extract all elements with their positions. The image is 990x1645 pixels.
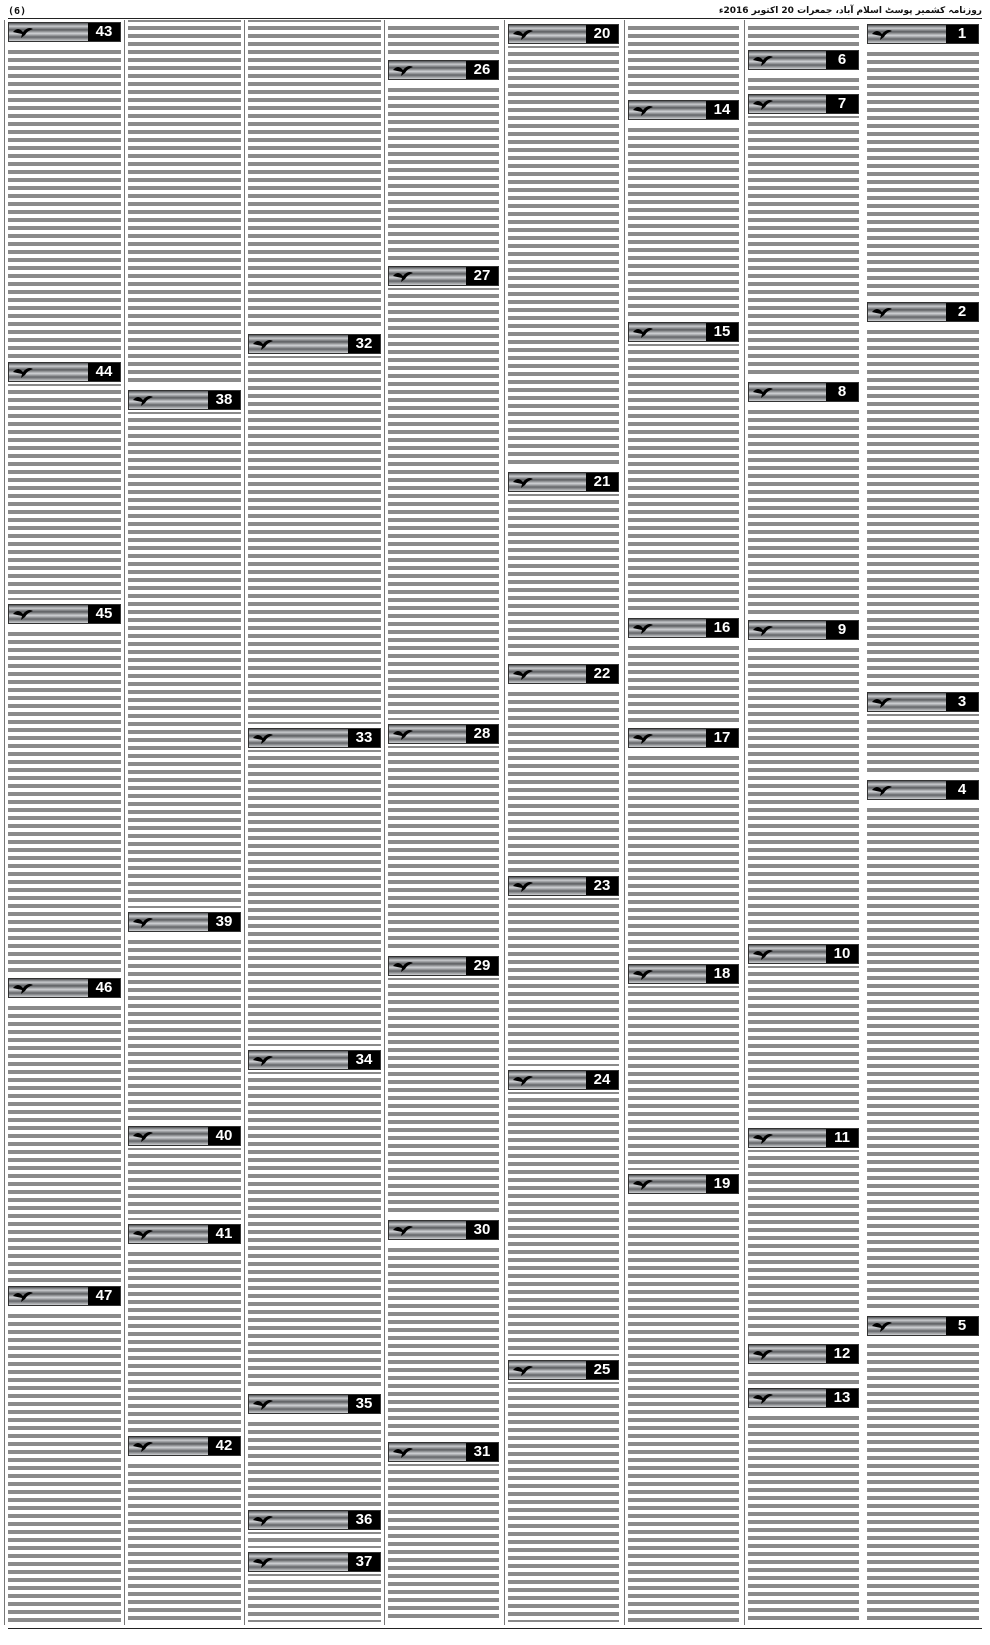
news-item (388, 724, 499, 952)
news-column (124, 20, 244, 1625)
item-body-text (248, 1072, 381, 1390)
item-header-band (128, 390, 241, 410)
news-item (248, 334, 381, 724)
news-item (508, 1070, 619, 1356)
flying-bird-icon (392, 63, 414, 77)
news-item (388, 956, 499, 1216)
item-number: 33 (348, 729, 380, 747)
flying-bird-icon (252, 1555, 274, 1569)
flying-bird-icon (632, 731, 654, 745)
item-body-text (748, 72, 859, 90)
item-number: 7 (826, 95, 858, 113)
item-body-text (508, 494, 619, 660)
item-body-text (508, 1382, 619, 1622)
item-body-text (748, 1366, 859, 1384)
item-body-text (388, 978, 499, 1216)
flying-bird-icon (132, 915, 154, 929)
item-number: 6 (826, 51, 858, 69)
item-body-text (388, 1242, 499, 1438)
flying-bird-icon (871, 305, 893, 319)
item-body-text (748, 116, 859, 378)
item-number: 41 (208, 1225, 240, 1243)
flying-bird-icon (252, 731, 274, 745)
item-header-band (388, 1220, 499, 1240)
item-body-text (867, 1338, 979, 1622)
flying-bird-icon (752, 97, 774, 111)
news-item (248, 1394, 381, 1506)
news-item (388, 266, 499, 720)
flying-bird-icon (12, 25, 34, 39)
item-number: 11 (826, 1129, 858, 1147)
page-footer-rule (8, 1628, 982, 1641)
item-number: 22 (586, 665, 618, 683)
item-body-text (628, 122, 739, 318)
item-number: 18 (706, 965, 738, 983)
item-header-band (748, 1388, 859, 1408)
news-column (624, 20, 742, 1625)
flying-bird-icon (632, 967, 654, 981)
item-body-text (628, 344, 739, 614)
item-header-band (248, 1050, 381, 1070)
item-header-band (388, 60, 499, 80)
news-item (748, 1344, 859, 1384)
item-body-text (748, 20, 859, 46)
item-body-text (388, 1464, 499, 1622)
item-body-text (388, 746, 499, 952)
item-header-band (748, 50, 859, 70)
news-item (867, 24, 979, 296)
flying-bird-icon (632, 103, 654, 117)
news-item (628, 618, 739, 724)
item-body-text (508, 898, 619, 1066)
item-header-band (628, 1174, 739, 1194)
item-body-text (8, 1000, 121, 1282)
item-number: 28 (466, 725, 498, 743)
flying-bird-icon (871, 783, 893, 797)
item-header-band (628, 322, 739, 342)
item-number: 31 (466, 1443, 498, 1461)
item-number: 27 (466, 267, 498, 285)
item-body-text (248, 356, 381, 724)
item-body-text (867, 802, 979, 1310)
flying-bird-icon (392, 959, 414, 973)
flying-bird-icon (512, 879, 534, 893)
item-body-text (128, 1246, 241, 1432)
item-header-band (628, 728, 739, 748)
item-header-band (508, 1070, 619, 1090)
item-body-text (388, 288, 499, 720)
item-header-band (128, 1224, 241, 1244)
item-body-text (8, 44, 121, 358)
flying-bird-icon (512, 27, 534, 41)
news-item (128, 20, 241, 386)
item-number: 3 (946, 693, 978, 711)
item-body-text (128, 1148, 241, 1220)
news-item (248, 728, 381, 1046)
flying-bird-icon (252, 1397, 274, 1411)
item-body-text (248, 1532, 381, 1548)
item-number: 35 (348, 1395, 380, 1413)
news-item (748, 1128, 859, 1340)
item-header-band (248, 334, 381, 354)
item-number: 30 (466, 1221, 498, 1239)
item-header-band (388, 724, 499, 744)
item-number: 9 (826, 621, 858, 639)
item-number: 42 (208, 1437, 240, 1455)
news-item (867, 1316, 979, 1622)
flying-bird-icon (632, 621, 654, 635)
item-number: 26 (466, 61, 498, 79)
item-number: 23 (586, 877, 618, 895)
news-item (748, 94, 859, 378)
item-number: 12 (826, 1345, 858, 1363)
flying-bird-icon (752, 623, 774, 637)
news-item (508, 472, 619, 660)
news-column (244, 20, 384, 1625)
item-header-band (248, 1394, 381, 1414)
flying-bird-icon (512, 1363, 534, 1377)
news-item (628, 964, 739, 1170)
item-number: 40 (208, 1127, 240, 1145)
item-number: 10 (826, 945, 858, 963)
flying-bird-icon (12, 365, 34, 379)
item-header-band (748, 1344, 859, 1364)
flying-bird-icon (392, 1223, 414, 1237)
item-header-band (628, 618, 739, 638)
item-body-text (8, 384, 121, 600)
news-item (8, 362, 121, 600)
news-item (388, 1220, 499, 1438)
item-number: 38 (208, 391, 240, 409)
flying-bird-icon (752, 1347, 774, 1361)
news-item (628, 322, 739, 614)
item-header-band (867, 24, 979, 44)
news-item (508, 664, 619, 872)
flying-bird-icon (871, 695, 893, 709)
item-header-band (128, 912, 241, 932)
item-body-text (248, 750, 381, 1046)
news-item (248, 1552, 381, 1622)
news-item (867, 780, 979, 1310)
item-header-band (8, 1286, 121, 1306)
item-header-band (748, 382, 859, 402)
item-body-text (628, 640, 739, 724)
item-number: 47 (88, 1287, 120, 1305)
flying-bird-icon (132, 1227, 154, 1241)
item-header-band (8, 22, 121, 42)
flying-bird-icon (632, 325, 654, 339)
masthead-title: روزنامہ کشمیر پوسٹ اسلام آباد، جمعرات 20 اکتوبر 2016ء (718, 6, 982, 16)
news-column (744, 20, 862, 1625)
flying-bird-icon (632, 1177, 654, 1191)
news-item (748, 382, 859, 616)
news-item (128, 1224, 241, 1432)
item-number: 46 (88, 979, 120, 997)
item-number: 45 (88, 605, 120, 623)
news-item (388, 60, 499, 262)
item-body-text (628, 20, 739, 96)
news-item (508, 24, 619, 468)
news-item (8, 1286, 121, 1622)
item-header-band (508, 876, 619, 896)
news-item (748, 620, 859, 940)
item-number: 25 (586, 1361, 618, 1379)
item-header-band (508, 24, 619, 44)
news-item (867, 302, 979, 686)
flying-bird-icon (252, 337, 274, 351)
item-body-text (748, 1410, 859, 1622)
item-number: 20 (586, 25, 618, 43)
item-number: 34 (348, 1051, 380, 1069)
item-number: 17 (706, 729, 738, 747)
flying-bird-icon (12, 607, 34, 621)
item-body-text (8, 626, 121, 974)
news-item (128, 1126, 241, 1220)
item-body-text (508, 686, 619, 872)
item-body-text (388, 82, 499, 262)
item-header-band (248, 1510, 381, 1530)
item-number: 39 (208, 913, 240, 931)
news-item (128, 1436, 241, 1622)
news-item (128, 912, 241, 1122)
news-item (508, 1360, 619, 1622)
item-header-band (248, 728, 381, 748)
item-body-text (128, 934, 241, 1122)
news-item (748, 50, 859, 90)
news-item (628, 1174, 739, 1622)
masthead (8, 4, 982, 19)
item-body-text (128, 412, 241, 908)
news-item (628, 20, 739, 96)
item-number: 19 (706, 1175, 738, 1193)
news-column (4, 20, 124, 1625)
flying-bird-icon (252, 1513, 274, 1527)
item-body-text (128, 1458, 241, 1622)
flying-bird-icon (512, 667, 534, 681)
news-item (248, 1510, 381, 1548)
flying-bird-icon (392, 269, 414, 283)
item-header-band (748, 944, 859, 964)
news-column (504, 20, 622, 1625)
flying-bird-icon (252, 1053, 274, 1067)
item-number: 37 (348, 1553, 380, 1571)
item-number: 14 (706, 101, 738, 119)
news-item (748, 20, 859, 46)
item-number: 5 (946, 1317, 978, 1335)
news-item (8, 22, 121, 358)
news-item (508, 876, 619, 1066)
item-body-text (388, 20, 499, 56)
item-body-text (748, 966, 859, 1124)
flying-bird-icon (752, 385, 774, 399)
news-item (248, 20, 381, 330)
news-item (248, 1050, 381, 1390)
item-header-band (748, 1128, 859, 1148)
item-body-text (8, 1308, 121, 1622)
item-header-band (748, 94, 859, 114)
item-header-band (508, 664, 619, 684)
item-number: 4 (946, 781, 978, 799)
flying-bird-icon (392, 727, 414, 741)
news-item (628, 100, 739, 318)
news-column (864, 20, 982, 1625)
item-header-band (508, 1360, 619, 1380)
item-header-band (8, 604, 121, 624)
item-header-band (748, 620, 859, 640)
flying-bird-icon (392, 1445, 414, 1459)
flying-bird-icon (132, 1439, 154, 1453)
item-header-band (128, 1436, 241, 1456)
item-number: 8 (826, 383, 858, 401)
item-number: 24 (586, 1071, 618, 1089)
item-body-text (628, 986, 739, 1170)
item-header-band (8, 362, 121, 382)
item-number: 15 (706, 323, 738, 341)
item-header-band (388, 1442, 499, 1462)
item-number: 2 (946, 303, 978, 321)
flying-bird-icon (752, 1131, 774, 1145)
item-body-text (867, 324, 979, 686)
item-number: 29 (466, 957, 498, 975)
flying-bird-icon (752, 1391, 774, 1405)
item-body-text (248, 1416, 381, 1506)
flying-bird-icon (871, 1319, 893, 1333)
item-number: 32 (348, 335, 380, 353)
item-header-band (867, 780, 979, 800)
flying-bird-icon (512, 475, 534, 489)
item-body-text (748, 1150, 859, 1340)
news-column (384, 20, 502, 1625)
flying-bird-icon (132, 393, 154, 407)
flying-bird-icon (12, 1289, 34, 1303)
item-header-band (867, 1316, 979, 1336)
news-item (748, 944, 859, 1124)
item-body-text (248, 1574, 381, 1622)
item-body-text (508, 1092, 619, 1356)
flying-bird-icon (512, 1073, 534, 1087)
item-header-band (8, 978, 121, 998)
news-item (748, 1388, 859, 1622)
item-body-text (128, 20, 241, 386)
flying-bird-icon (752, 947, 774, 961)
item-body-text (248, 20, 381, 330)
item-header-band (388, 266, 499, 286)
flying-bird-icon (12, 981, 34, 995)
flying-bird-icon (132, 1129, 154, 1143)
item-body-text (628, 750, 739, 960)
item-body-text (867, 46, 979, 296)
item-number: 13 (826, 1389, 858, 1407)
item-number: 1 (946, 25, 978, 43)
item-header-band (867, 302, 979, 322)
item-header-band (508, 472, 619, 492)
item-number: 43 (88, 23, 120, 41)
item-header-band (388, 956, 499, 976)
item-header-band (867, 692, 979, 712)
item-body-text (748, 404, 859, 616)
item-number: 36 (348, 1511, 380, 1529)
item-header-band (128, 1126, 241, 1146)
item-header-band (248, 1552, 381, 1572)
news-item (128, 390, 241, 908)
news-item (628, 728, 739, 960)
item-number: 21 (586, 473, 618, 491)
flying-bird-icon (752, 53, 774, 67)
item-body-text (748, 642, 859, 940)
item-number: 16 (706, 619, 738, 637)
item-header-band (628, 100, 739, 120)
item-number: 44 (88, 363, 120, 381)
flying-bird-icon (871, 27, 893, 41)
news-item (388, 20, 499, 56)
item-body-text (508, 46, 619, 468)
news-item (8, 978, 121, 1282)
news-item (867, 692, 979, 776)
item-header-band (628, 964, 739, 984)
item-body-text (628, 1196, 739, 1622)
page-number: (6) (8, 5, 27, 17)
news-item (8, 604, 121, 974)
item-body-text (867, 714, 979, 776)
news-item (388, 1442, 499, 1622)
